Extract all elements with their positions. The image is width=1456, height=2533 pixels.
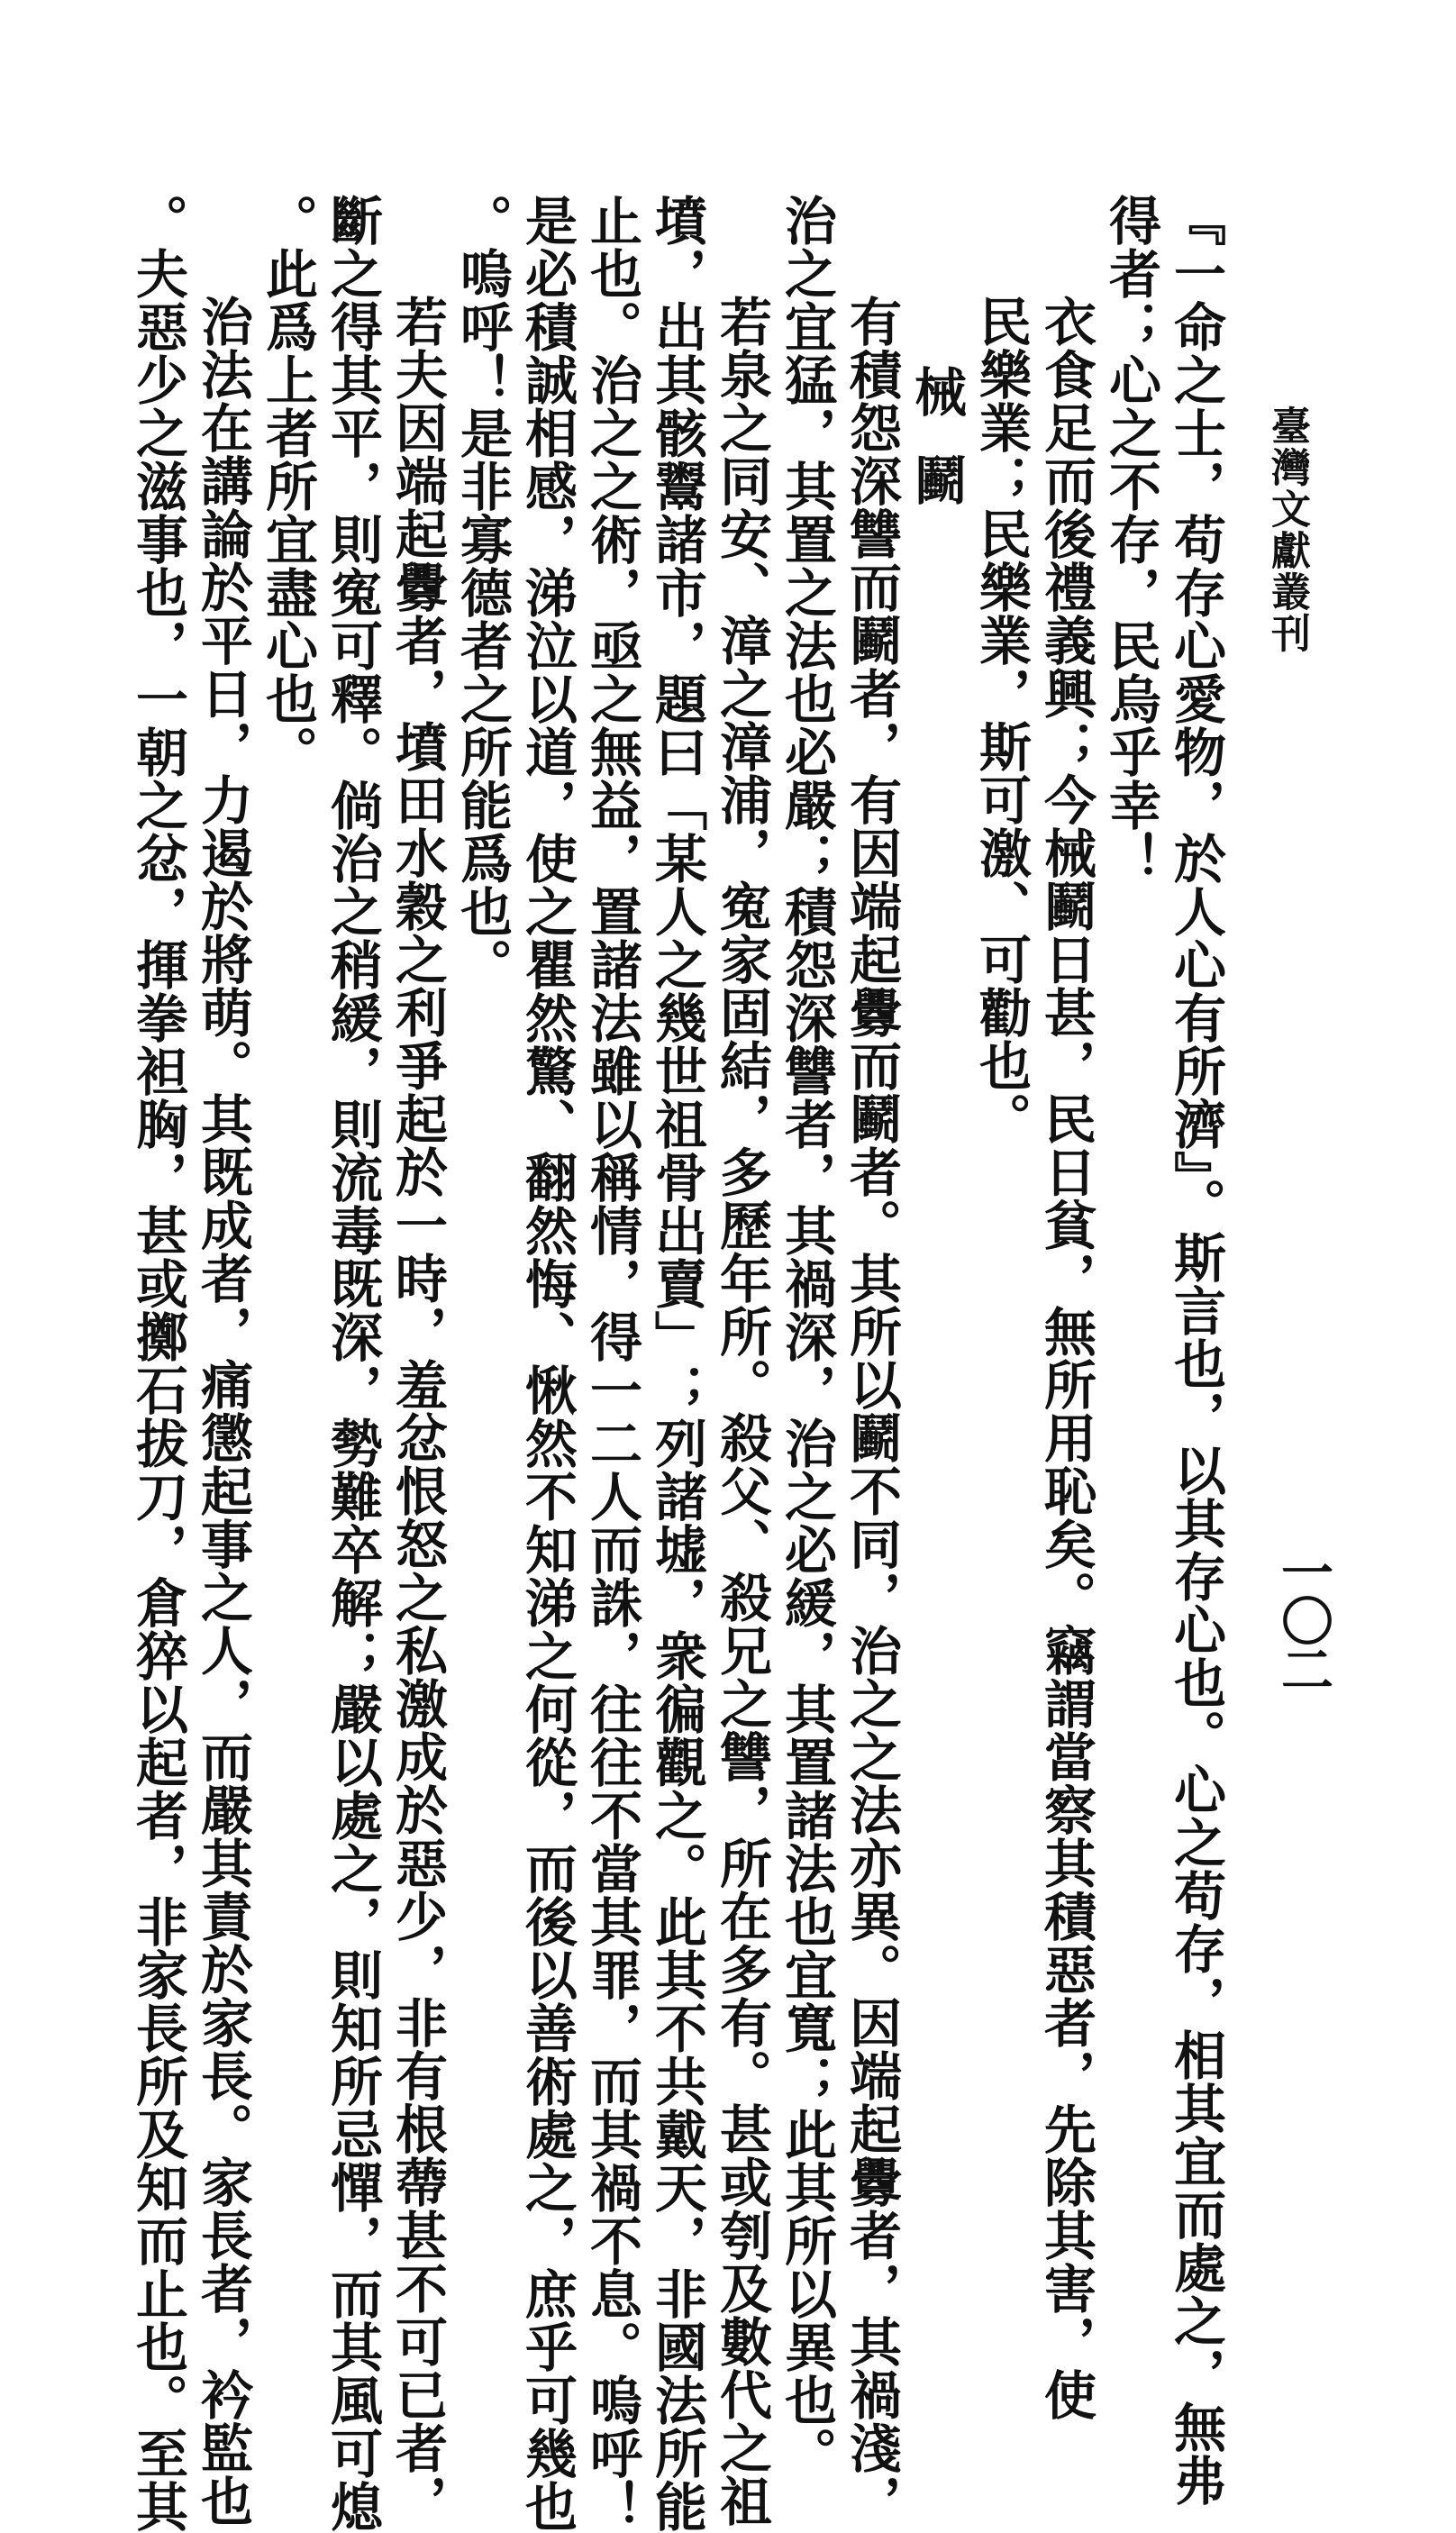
text-line: 『一命之士，苟存心愛物，於人心有所濟』。斯言也，以其存心也。心之苟存，相其宜而處之，無弗 bbox=[1165, 194, 1226, 2507]
text-line: 。夫惡少之滋事也，一朝之忿，揮拳袒胸，甚或擲石拔刀，倉猝以起者，非家長所及知而止也。至其 bbox=[127, 194, 188, 2533]
body-text bbox=[119, 194, 1226, 2533]
text-line: 。此爲上者所宜盡心也。 bbox=[257, 194, 318, 779]
text-line: 斷之得其平，則寃可釋。倘治之稍緩，則流毒既深，勢難卒解；嚴以處之，則知所忌憚，而其風可熄 bbox=[322, 194, 383, 2533]
text-line: 止也。治之之術，亟之無益，置諸法雖以稱情，得一二人而誅，往往不當其罪，而其禍不息。嗚呼！ bbox=[581, 194, 642, 2533]
section-heading: 械鬬 bbox=[905, 365, 967, 542]
text-line: 得者；心之不存，民烏乎幸！ bbox=[1100, 194, 1161, 885]
text-line: 墳，出其骸鬻諸市，題曰「某人之幾世祖骨出賣」；列諸墟，衆徧觀之。此其不共戴天，非國法所能 bbox=[646, 194, 707, 2533]
text-line: 是必積誠相感，涕泣以道，使之瞿然驚、翻然悔、愀然不知涕之何從，而後以善術處之，庶乎可幾也 bbox=[516, 194, 578, 2533]
text-line: 治法在講論於平日，力遏於將萌。其既成者，痛懲起事之人，而嚴其責於家長。家長者，衿監也 bbox=[192, 295, 253, 2528]
text-line: 衣食足而後禮義興；今械鬬日甚，民日貧，無所用恥矣。竊謂當察其積惡者，先除其害，使 bbox=[1035, 295, 1097, 2421]
running-header-title: 臺灣文獻叢刊 bbox=[1264, 405, 1310, 654]
text-line: 有積怨深讐而鬬者，有因端起釁而鬬者。其所以鬬不同，治之之法亦異。因端起釁者，其禍淺， bbox=[841, 295, 902, 2528]
text-line: 若夫因端起釁者，墳田水穀之利爭起於一時，羞忿恨怒之私激成於惡少，非有根蔕甚不可已者， bbox=[387, 295, 448, 2528]
text-line: 治之宜猛，其置之法也必嚴；積怨深讐者，其禍深，治之必緩，其置諸法也宜寬；此其所以異也。 bbox=[776, 194, 837, 2480]
page-number: 一〇二 bbox=[1272, 1545, 1333, 1691]
text-line: 民樂業；民樂業，斯可激、可勸也。 bbox=[970, 295, 1032, 1145]
text-line: 。嗚呼！是非寡德者之所能爲也。 bbox=[451, 194, 513, 991]
text-line: 若泉之同安、漳之漳浦，寃家固結，多歷年所。殺父、殺兄之讐，所在多有。甚或刳及數代之祖 bbox=[711, 295, 772, 2528]
